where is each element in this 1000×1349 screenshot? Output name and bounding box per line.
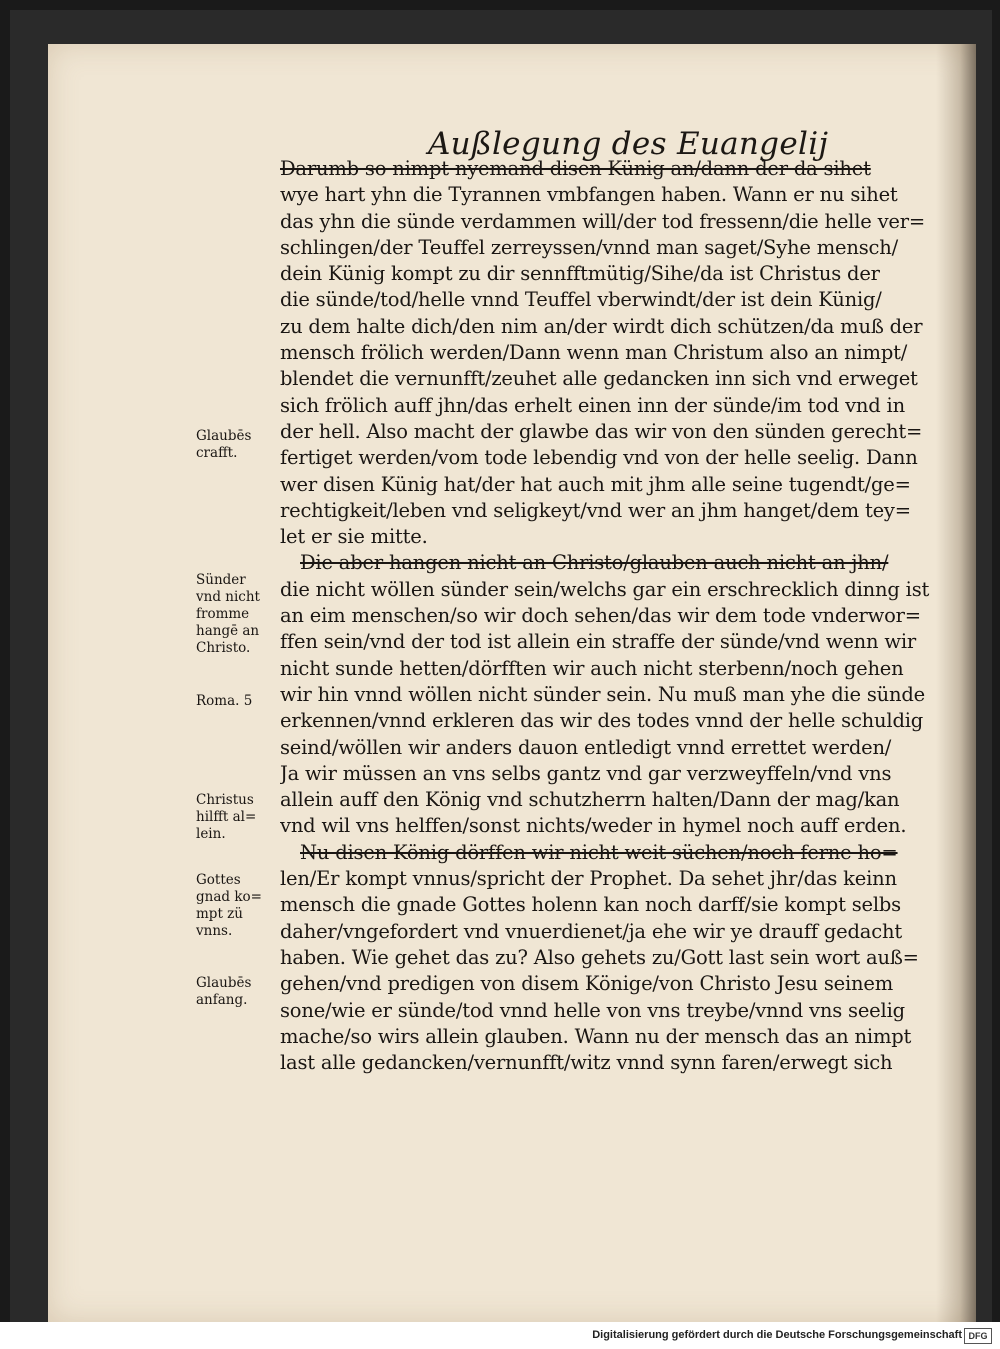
scan-frame xyxy=(10,10,992,1322)
running-header: Außlegung des Euangelij xyxy=(428,126,829,162)
text-line: mensch frölich werden/Dann wenn man Christum also an nimpt/ xyxy=(280,341,908,365)
text-line: wer disen Künig hat/der hat auch mit jhm alle seine tugendt/ge= xyxy=(280,472,911,496)
text-line: der hell. Also macht der glawbe das wir von den sünden gerecht= xyxy=(280,419,923,443)
text-line: fertiget werden/vom tode lebendig vnd von der helle seelig. Dann xyxy=(280,446,918,470)
text-line: das yhn die sünde verdammen will/der tod fressenn/die helle ver= xyxy=(280,209,925,233)
text-line: gehen/vnd predigen von disem Könige/von Christo Jesu seinem xyxy=(280,972,894,996)
text-line: an eim menschen/so wir doch sehen/das wir dem tode vnderwor= xyxy=(280,604,921,628)
text-line: wir hin vnnd wöllen nicht sünder sein. Nu muß man yhe die sünde xyxy=(280,682,926,706)
text-line: blendet die vernunfft/zeuhet alle gedancken inn sich vnd erweget xyxy=(280,367,918,391)
book-page xyxy=(48,44,976,1322)
margin-note: Roma. 5 xyxy=(196,693,253,709)
text-line: seind/wöllen wir anders dauon entledigt vnnd errettet werden/ xyxy=(280,735,892,759)
text-line: wye hart yhn die Tyrannen vmbfangen haben. Wann er nu sihet xyxy=(280,183,898,207)
text-line: erkennen/vnnd erkleren das wir des todes vnnd der helle schuldig xyxy=(280,709,924,733)
text-line: Ja wir müssen an vns selbs gantz vnd gar verzweyffeln/vnd vns xyxy=(280,761,892,785)
text-line: die sünde/tod/helle vnnd Teuffel vberwindt/der ist dein Künig/ xyxy=(280,288,882,312)
margin-note: Sünder vnd nicht fromme hangē an Christo. xyxy=(196,572,260,656)
text-line: let er sie mitte. xyxy=(280,525,428,549)
text-line: die nicht wöllen sünder sein/welchs gar ein erschrecklich dinng ist xyxy=(280,577,930,601)
text-line: len/Er kompt vnnus/spricht der Prophet. Da sehet jhr/das keinn xyxy=(280,867,897,891)
text-line: allein auff den König vnd schutzherrn halten/Dann der mag/kan xyxy=(280,788,900,812)
text-line: haben. Wie gehet das zu? Also gehets zu/Gott last sein wort auß= xyxy=(280,945,919,969)
text-line: dein Künig kompt zu dir sennfftmütig/Sihe/da ist Christus der xyxy=(280,262,880,286)
text-line: mensch die gnade Gottes holenn kan noch darff/sie kompt selbs xyxy=(280,893,901,917)
margin-note: Glaubēs crafft. xyxy=(196,428,252,461)
margin-note: Gottes gnad ko= mpt zü vnns. xyxy=(196,872,262,939)
text-line: Darumb so nimpt nyemand disen Künig an/dann der da sihet xyxy=(280,157,871,180)
margin-note: Glaubēs anfang. xyxy=(196,975,252,1008)
footer-bar xyxy=(0,1322,1000,1349)
text-line: sich frölich auff jhn/das erhelt einen inn der sünde/im tod vnd in xyxy=(280,393,905,417)
text-line: rechtigkeit/leben vnd seligkeyt/vnd wer an jhm hanget/dem tey= xyxy=(280,498,911,522)
body-text xyxy=(280,156,945,1076)
text-line: nicht sunde hetten/dörfften wir auch nicht sterbenn/noch gehen xyxy=(280,656,904,680)
text-line: ffen sein/vnd der tod ist allein ein straffe der sünde/vnd wenn wir xyxy=(280,630,917,654)
text-line: sone/wie er sünde/tod vnnd helle von vns treybe/vnnd vns seelig xyxy=(280,998,905,1022)
margin-note: Christus hilfft al= lein. xyxy=(196,792,257,842)
text-line: Die aber hangen nicht an Christo/glauben auch nicht an jhn/ xyxy=(300,551,889,575)
text-line: schlingen/der Teuffel zerreyssen/vnnd man saget/Syhe mensch/ xyxy=(280,235,898,259)
footer-credit: Digitalisierung gefördert durch die Deutsche Forschungsgemeinschaft xyxy=(592,1329,962,1341)
text-line: vnd wil vns helffen/sonst nichts/weder in hymel noch auff erden. xyxy=(280,814,907,838)
text-line: last alle gedancken/vernunfft/witz vnnd synn faren/erwegt sich xyxy=(280,1051,893,1075)
text-line: daher/vngefordert vnd vnuerdienet/ja ehe wir ye drauff gedacht xyxy=(280,919,902,943)
text-line: mache/so wirs allein glauben. Wann nu der mensch das an nimpt xyxy=(280,1024,912,1048)
text-line: Nu disen König dörffen wir nicht weit süchen/noch ferne ho= xyxy=(300,840,898,864)
dfg-logo: DFG xyxy=(964,1328,992,1344)
text-line: zu dem halte dich/den nim an/der wirdt dich schützen/da muß der xyxy=(280,314,923,338)
